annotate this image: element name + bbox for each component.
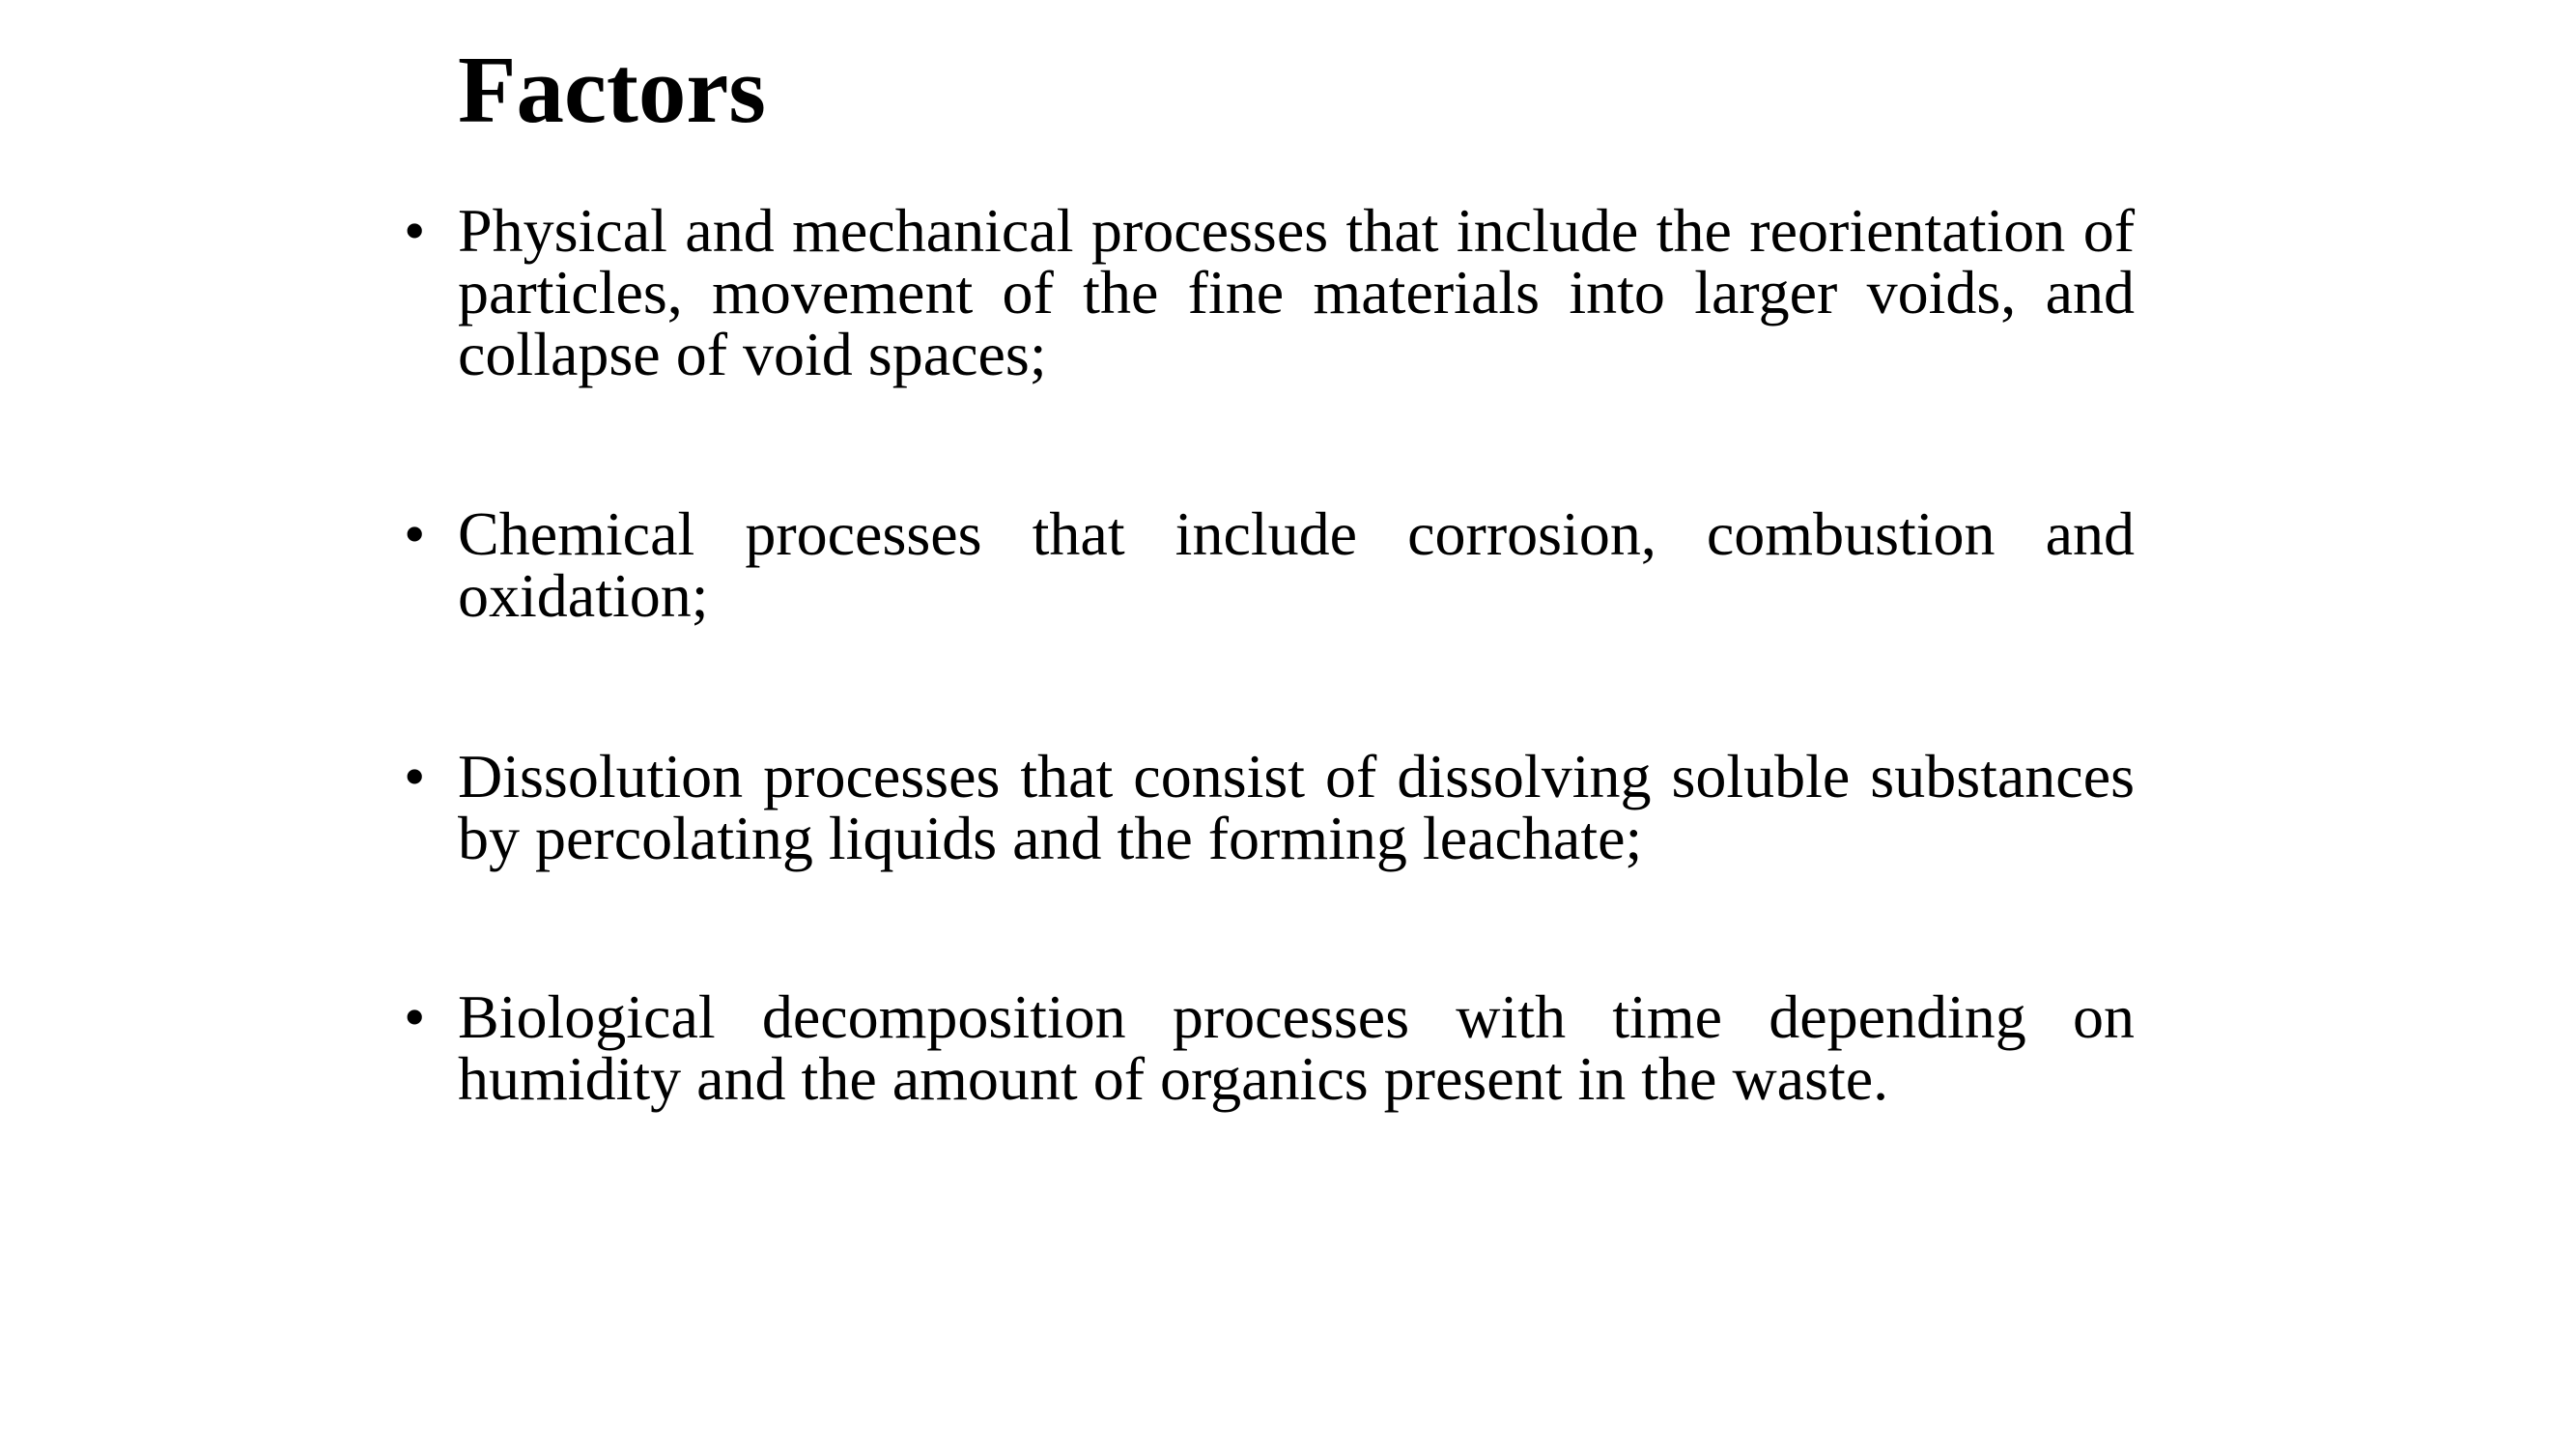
- bullet-icon: •: [404, 742, 426, 810]
- bullet-icon: •: [404, 499, 426, 568]
- bullet-text: Chemical processes that include corrosion, combustion and oxidation;: [458, 499, 2135, 630]
- bullet-icon: •: [404, 196, 426, 265]
- bullet-text: Biological decomposition processes with time depending on humidity and the amount of organics present in the waste.: [458, 982, 2135, 1113]
- slide-title: Factors: [458, 38, 766, 143]
- bullet-icon: •: [404, 982, 426, 1051]
- bullet-text: Dissolution processes that consist of dissolving soluble substances by percolating liquids and the forming leachate;: [458, 742, 2135, 872]
- bullet-text: Physical and mechanical processes that include the reorientation of particles, movement of the fine materials into larger voids, and collapse of void spaces;: [458, 196, 2135, 388]
